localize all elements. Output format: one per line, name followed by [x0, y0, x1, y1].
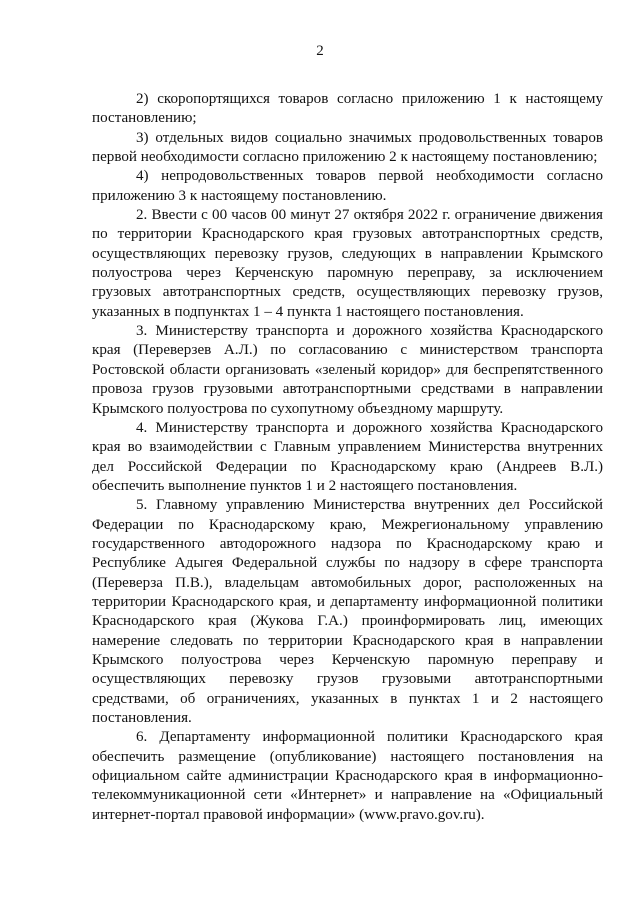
paragraph-item-5: 5. Главному управлению Министерства внутренних дел Российской Федерации по Краснодарскому краю, Межрегиональному управлению государственного автодорожного надзора по Краснодарскому краю и Республике Адыгея Федеральной службы по надзору в сфере транспорта (Переверза П.В.), владельцам автомобильных дорог, расположенных на территории Краснодарского края, и департаменту информационной политики Краснодарского края (Жукова Г.А.) проинформировать лиц, имеющих намерение следовать по территории Краснодарского края в направлении Крымского полуострова через Керченскую паромную переправу и осуществляющих перевозку грузов грузовыми автотранспортными средствами, об ограничениях, указанных в пунктах 1 и 2 настоящего постановления.	[92, 497, 603, 726]
page-number: 2	[316, 43, 324, 59]
document-body	[92, 90, 603, 825]
paragraph-subitem-4: 4) непродовольственных товаров первой необходимости согласно приложению 3 к настоящему постановлению.	[92, 168, 603, 204]
paragraph-item-3: 3. Министерству транспорта и дорожного хозяйства Краснодарского края (Переверзев А.Л.) по согласованию с министерством транспорта Ростовской области организовать «зеленый коридор» для беспрепятственного провоза грузов грузовыми автотранспортными средствами в направлении Крымского полуострова по сухопутному объездному маршруту.	[92, 323, 603, 417]
paragraph-item-2: 2. Ввести с 00 часов 00 минут 27 октября 2022 г. ограничение движения по территории Краснодарского края грузовых автотранспортных средств, осуществляющих перевозку грузов, следующих в направлении Крымского полуострова через Керченскую паромную переправу, за исключением грузовых автотранспортных средств, осуществляющих перевозку грузов, указанных в подпунктах 1 – 4 пункта 1 настоящего постановления.	[92, 207, 603, 320]
paragraph-subitem-2: 2) скоропортящихся товаров согласно приложению 1 к настоящему постановлению;	[92, 91, 603, 127]
paragraph-item-4: 4. Министерству транспорта и дорожного хозяйства Краснодарского края во взаимодействии с Главным управлением Министерства внутренних дел Российской Федерации по Краснодарскому краю (Андреев В.Л.) обеспечить выполнение пунктов 1 и 2 настоящего постановления.	[92, 419, 603, 494]
paragraph-item-6: 6. Департаменту информационной политики Краснодарского края обеспечить размещение (опубликование) настоящего постановления на официальном сайте администрации Краснодарского края в информационно-телекоммуникационной сети «Интернет» и направление на «Официальный интернет-портал правовой информации» (www.pravo.gov.ru).	[92, 729, 603, 823]
paragraph-subitem-3: 3) отдельных видов социально значимых продовольственных товаров первой необходимости согласно приложению 2 к настоящему постановлению;	[92, 129, 603, 166]
